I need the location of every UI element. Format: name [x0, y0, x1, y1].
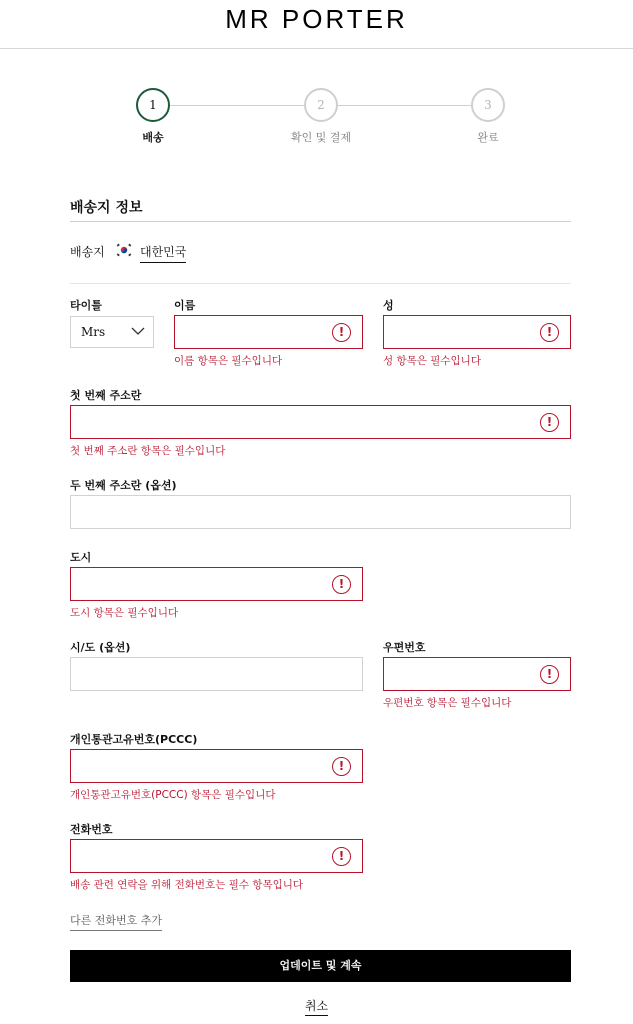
- title-select[interactable]: [70, 316, 154, 348]
- title-label: 타이틀: [70, 299, 102, 312]
- pccc-label: 개인통관고유번호(PCCC): [70, 733, 198, 746]
- phone-field: [70, 839, 363, 873]
- error-icon: !: [332, 757, 351, 776]
- city-error: 도시 항목은 필수입니다: [70, 607, 179, 619]
- city-label: 도시: [70, 551, 92, 564]
- divider: [70, 283, 571, 284]
- error-icon: !: [540, 323, 559, 342]
- state-input[interactable]: [71, 658, 362, 690]
- error-icon: !: [540, 665, 559, 684]
- step-2-circle: 2: [304, 88, 338, 122]
- pccc-field: [70, 749, 363, 783]
- error-icon: !: [332, 575, 351, 594]
- postcode-error: 우편번호 항목은 필수입니다: [383, 697, 512, 709]
- step-1-circle: 1: [136, 88, 170, 122]
- phone-label: 전화번호: [70, 823, 113, 836]
- address1-label: 첫 번째 주소란: [70, 389, 142, 402]
- cancel-link[interactable]: 취소: [305, 999, 328, 1016]
- error-icon: !: [540, 413, 559, 432]
- shipping-label: 배송지: [70, 245, 105, 259]
- state-label: 시/도 (옵션): [70, 641, 131, 654]
- city-input[interactable]: [71, 568, 362, 600]
- brand-logo[interactable]: MR PORTER: [225, 4, 408, 34]
- error-icon: !: [332, 847, 351, 866]
- first-name-field: [174, 315, 363, 349]
- step-1-label: 배송: [142, 131, 164, 144]
- last-name-label: 성: [383, 299, 394, 312]
- address1-error: 첫 번째 주소란 항목은 필수입니다: [70, 445, 226, 457]
- postcode-field: [383, 657, 571, 691]
- city-field: [70, 567, 363, 601]
- pccc-error: 개인통관고유번호(PCCC) 항목은 필수입니다: [70, 789, 276, 801]
- step-connector: [338, 105, 472, 106]
- korea-flag-icon: [116, 243, 132, 257]
- section-title: 배송지 정보: [70, 200, 143, 216]
- last-name-error: 성 항목은 필수입니다: [383, 355, 481, 367]
- address2-label: 두 번째 주소란 (옵션): [70, 479, 177, 492]
- address2-input[interactable]: [71, 496, 570, 528]
- address1-input[interactable]: [71, 406, 570, 438]
- phone-error: 배송 관련 연락을 위해 전화번호는 필수 항목입니다: [70, 879, 304, 891]
- add-phone-link[interactable]: 다른 전화번호 추가: [70, 912, 162, 931]
- site-header: [0, 0, 633, 49]
- cancel-row: [0, 995, 633, 1014]
- error-icon: !: [332, 323, 351, 342]
- title-select-value: Mrs: [81, 325, 106, 339]
- last-name-field: [383, 315, 571, 349]
- postcode-label: 우편번호: [383, 641, 426, 654]
- checkout-stepper: [0, 88, 633, 148]
- shipping-country-link[interactable]: 대한민국: [140, 243, 186, 263]
- chevron-down-icon: [131, 326, 145, 336]
- step-3-circle: 3: [471, 88, 505, 122]
- step-3-label: 완료: [477, 131, 499, 144]
- address2-field: [70, 495, 571, 529]
- section-divider: [70, 221, 571, 222]
- phone-input[interactable]: [71, 840, 362, 872]
- step-connector: [170, 105, 304, 106]
- pccc-input[interactable]: [71, 750, 362, 782]
- step-2-label: 확인 및 결제: [290, 131, 352, 144]
- first-name-label: 이름: [174, 299, 196, 312]
- state-field: [70, 657, 363, 691]
- address1-field: [70, 405, 571, 439]
- first-name-error: 이름 항목은 필수입니다: [174, 355, 283, 367]
- update-continue-button[interactable]: 업데이트 및 계속: [70, 950, 571, 982]
